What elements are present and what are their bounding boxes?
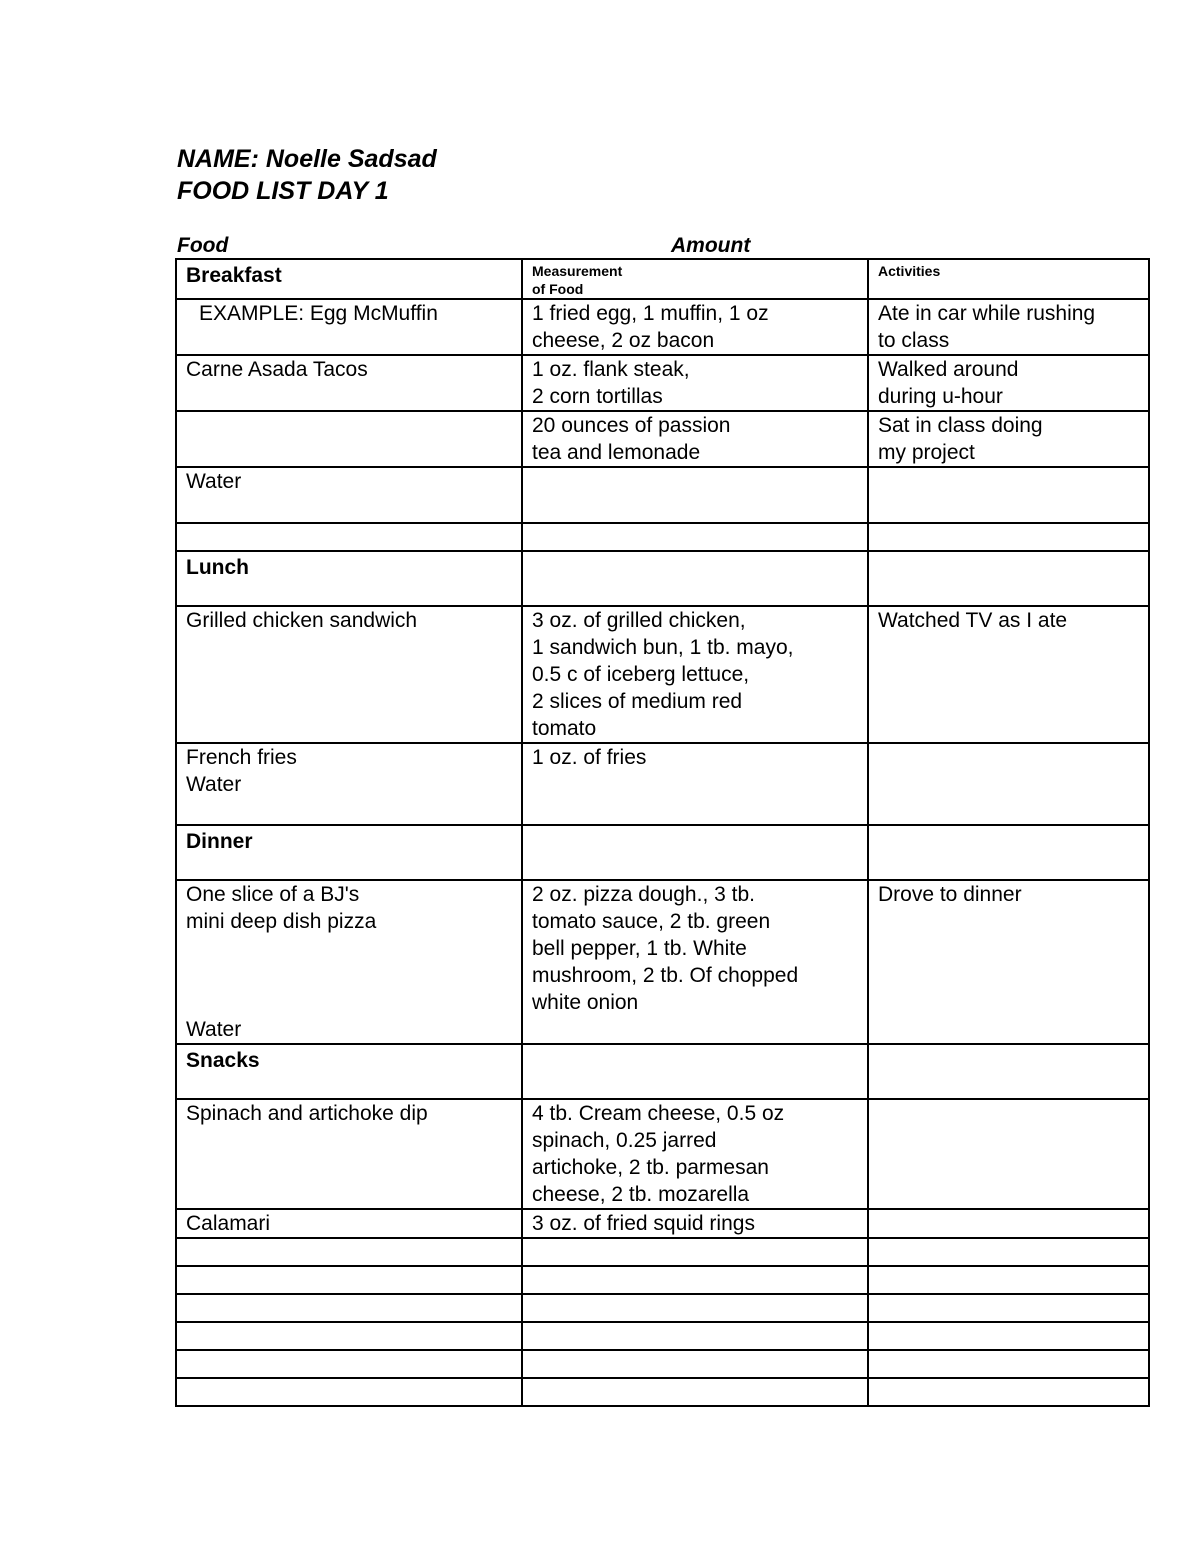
table-row (176, 743, 1149, 825)
amount-cell: 3 oz. of grilled chicken, 1 sandwich bun, 1 tb. mayo, 0.5 c of iceberg lettuce, 2 slices of medium red tomato (522, 606, 868, 743)
activity-cell (868, 1350, 1149, 1378)
table-row (176, 1350, 1149, 1378)
amount-cell: 1 oz. flank steak, 2 corn tortillas (522, 355, 868, 411)
activity-cell (868, 743, 1149, 825)
food-cell (176, 1322, 522, 1350)
food-cell (176, 523, 522, 551)
amount-cell (522, 523, 868, 551)
amount-cell: 20 ounces of passion tea and lemonade (522, 411, 868, 467)
table-row (176, 355, 1149, 411)
activity-cell: Sat in class doing my project (868, 411, 1149, 467)
food-cell: French fries Water (176, 743, 522, 825)
table-row (176, 1209, 1149, 1238)
table-row (176, 606, 1149, 743)
table-row (176, 1378, 1149, 1406)
activity-cell (868, 1099, 1149, 1209)
amount-cell: 2 oz. pizza dough., 3 tb. tomato sauce, 2 tb. green bell pepper, 1 tb. White mushroom, 2 tb. Of chopped white onion (522, 880, 868, 1044)
activity-cell (868, 1294, 1149, 1322)
activity-cell: Walked around during u-hour (868, 355, 1149, 411)
activity-cell (868, 1238, 1149, 1266)
food-cell (176, 1378, 522, 1406)
amount-cell (522, 825, 868, 880)
section-row (176, 825, 1149, 880)
food-cell (176, 1266, 522, 1294)
section-row (176, 551, 1149, 606)
table-row (176, 467, 1149, 523)
amount-cell (522, 1378, 868, 1406)
activity-cell (868, 1322, 1149, 1350)
table-row (176, 1266, 1149, 1294)
food-cell: Water (176, 467, 522, 523)
food-log-table (175, 258, 1150, 1407)
food-cell: Snacks (176, 1044, 522, 1099)
list-title: FOOD LIST DAY 1 (177, 177, 389, 205)
food-cell (176, 1350, 522, 1378)
table-row (176, 523, 1149, 551)
amount-cell (522, 1044, 868, 1099)
amount-cell: 1 fried egg, 1 muffin, 1 oz cheese, 2 oz bacon (522, 299, 868, 355)
table-row (176, 880, 1149, 1044)
amount-cell (522, 551, 868, 606)
amount-cell (522, 1238, 868, 1266)
section-row (176, 1044, 1149, 1099)
activity-cell (868, 1044, 1149, 1099)
name-line: NAME: Noelle Sadsad (177, 145, 437, 173)
food-cell (176, 411, 522, 467)
amount-cell (522, 1322, 868, 1350)
table-row (176, 1099, 1149, 1209)
amount-cell: 1 oz. of fries (522, 743, 868, 825)
amount-cell: 4 tb. Cream cheese, 0.5 oz spinach, 0.25 jarred artichoke, 2 tb. parmesan cheese, 2 tb. mozarella (522, 1099, 868, 1209)
activity-cell (868, 825, 1149, 880)
food-cell: Grilled chicken sandwich (176, 606, 522, 743)
activity-cell (868, 1378, 1149, 1406)
food-cell (176, 1238, 522, 1266)
food-cell: One slice of a BJ's mini deep dish pizza Water (176, 880, 522, 1044)
activity-cell (868, 551, 1149, 606)
amount-cell (522, 1266, 868, 1294)
table-row (176, 1294, 1149, 1322)
food-cell: EXAMPLE: Egg McMuffin (176, 299, 522, 355)
activity-cell: Drove to dinner (868, 880, 1149, 1044)
amount-cell (522, 467, 868, 523)
food-cell: Calamari (176, 1209, 522, 1238)
table-row (176, 1238, 1149, 1266)
amount-cell (522, 1294, 868, 1322)
activity-cell (868, 467, 1149, 523)
section-row (176, 259, 1149, 299)
food-cell (176, 1294, 522, 1322)
activity-cell (868, 1209, 1149, 1238)
amount-cell: 3 oz. of fried squid rings (522, 1209, 868, 1238)
activity-cell: Ate in car while rushing to class (868, 299, 1149, 355)
activity-cell (868, 523, 1149, 551)
food-cell: Lunch (176, 551, 522, 606)
amount-cell: Measurement of Food (522, 259, 868, 299)
activity-cell: Watched TV as I ate (868, 606, 1149, 743)
food-cell: Spinach and artichoke dip (176, 1099, 522, 1209)
activity-cell (868, 1266, 1149, 1294)
food-cell: Breakfast (176, 259, 522, 299)
amount-cell (522, 1350, 868, 1378)
amount-column-label: Amount (671, 234, 751, 257)
table-row (176, 1322, 1149, 1350)
food-cell: Dinner (176, 825, 522, 880)
activity-cell: Activities (868, 259, 1149, 299)
food-cell: Carne Asada Tacos (176, 355, 522, 411)
food-column-label: Food (177, 234, 229, 257)
table-row (176, 411, 1149, 467)
table-row (176, 299, 1149, 355)
